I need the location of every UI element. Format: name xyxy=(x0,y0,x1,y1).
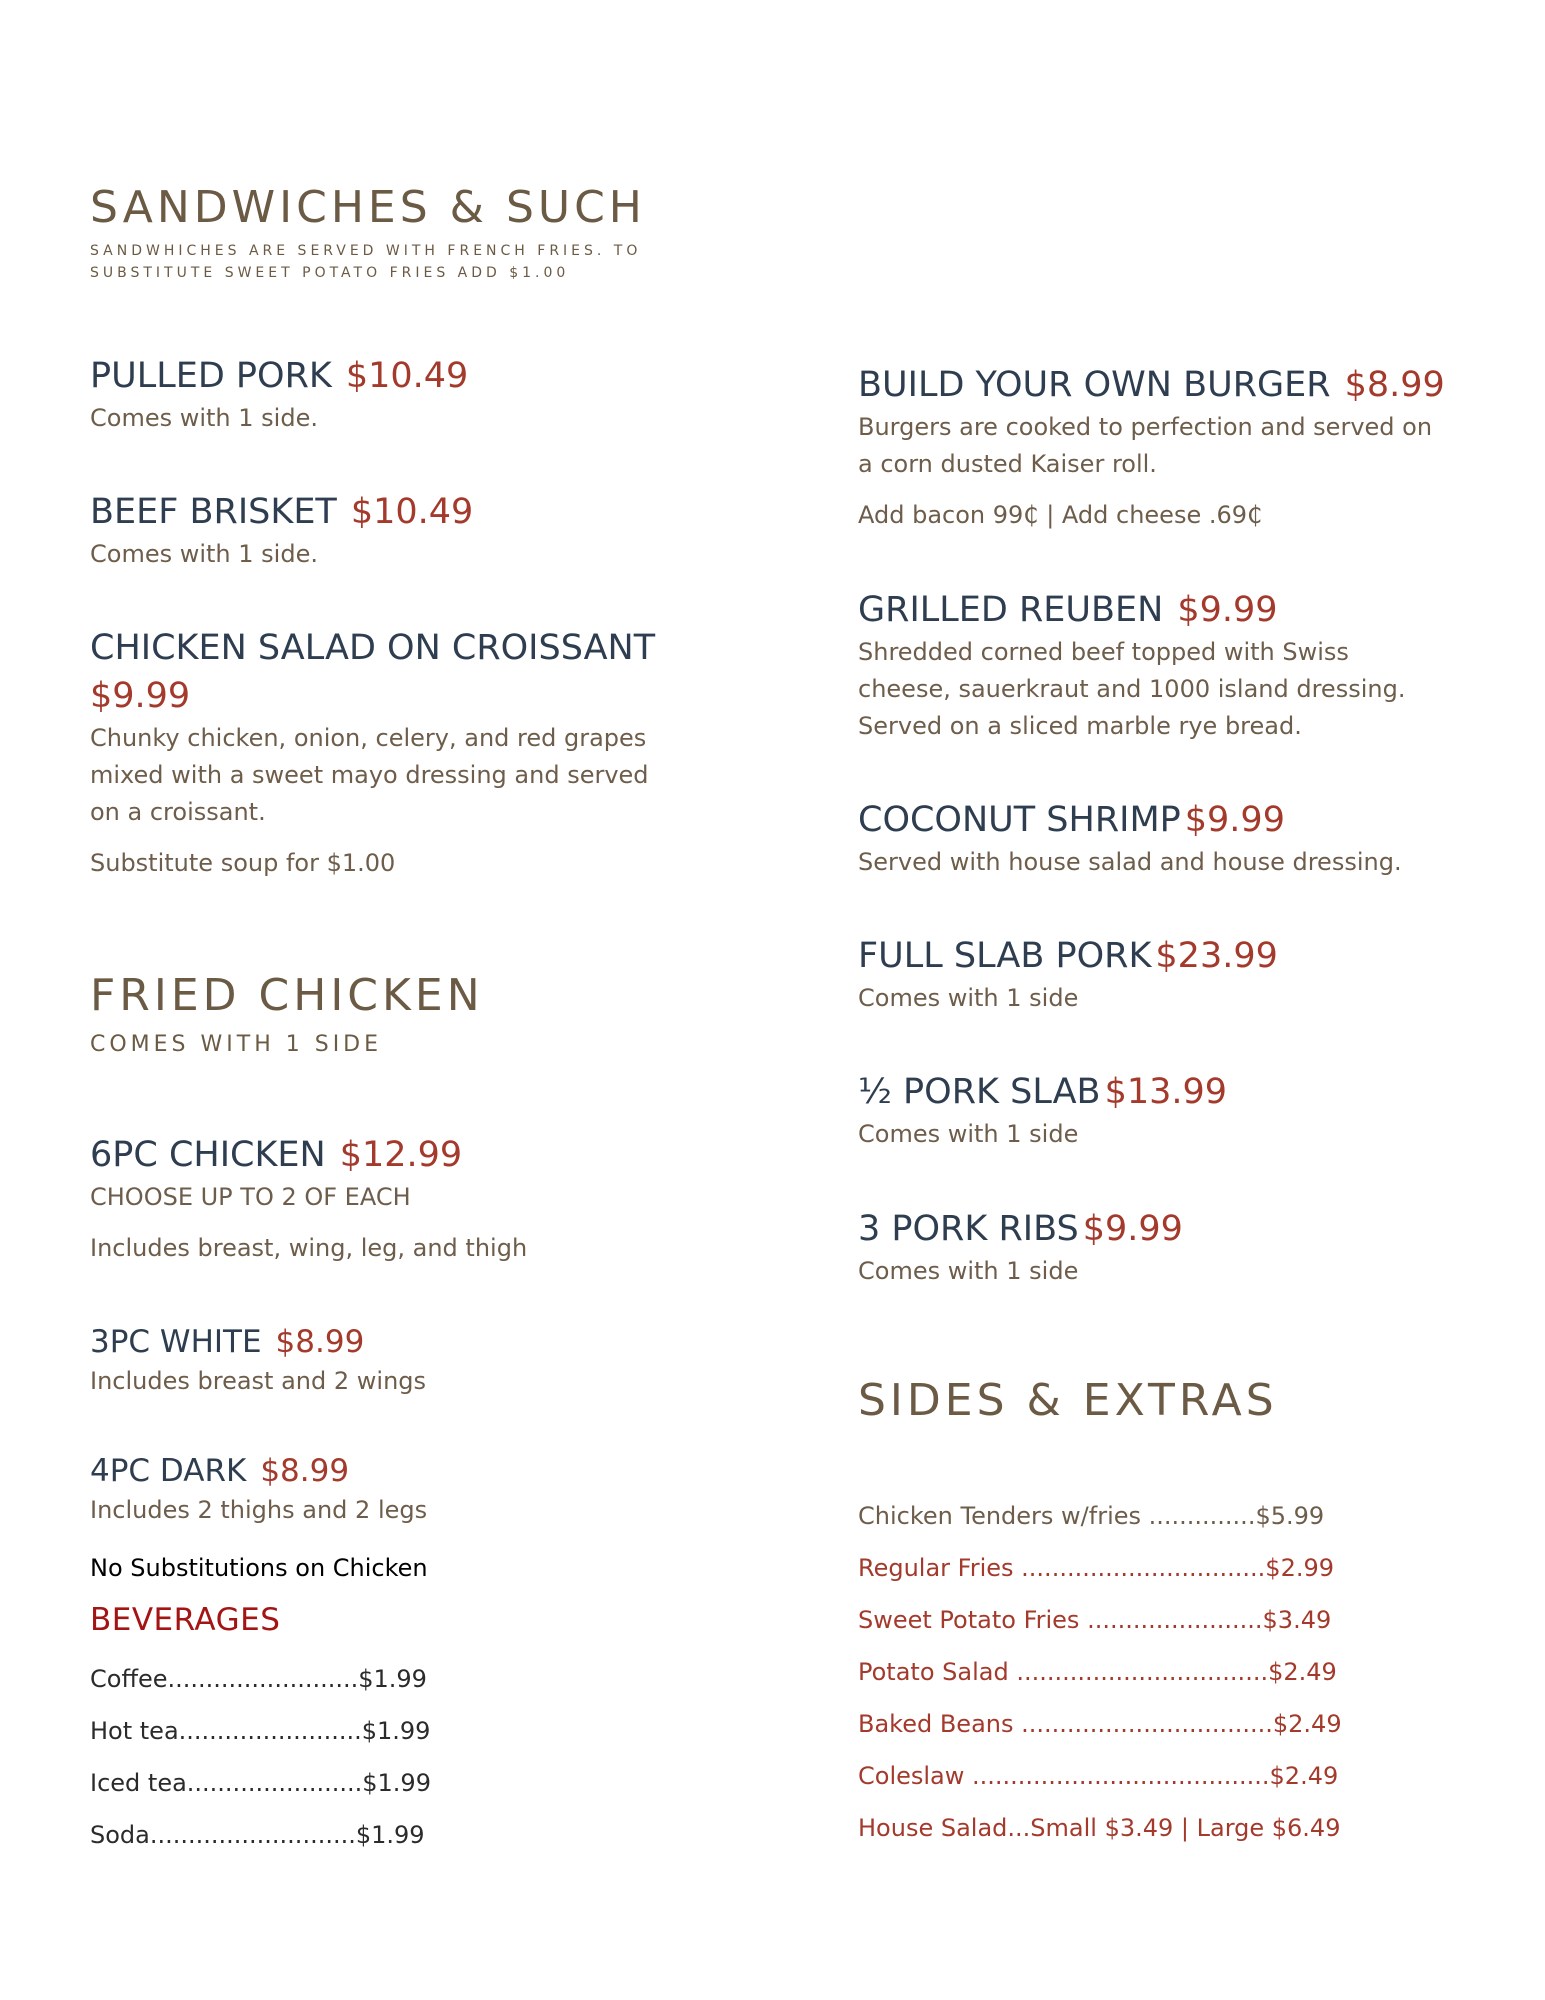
item-name: BUILD YOUR OWN BURGER $8.99 xyxy=(858,365,1445,405)
side-row: Sweet Potato Fries .......................$3.49 xyxy=(858,1606,1332,1634)
item-price: $9.99 xyxy=(1177,590,1278,630)
item-price: $9.99 xyxy=(1082,1209,1183,1249)
section-title-fried-chicken: FRIED CHICKEN xyxy=(90,970,484,1021)
menu-item-beef-brisket xyxy=(90,488,473,573)
item-name: 3 PORK RIBS $9.99 xyxy=(858,1209,1183,1249)
item-price: $23.99 xyxy=(1155,936,1278,976)
section-title-sandwiches: SANDWICHES & SUCH xyxy=(90,182,646,233)
item-name: COCONUT SHRIMP $9.99 xyxy=(858,800,1285,840)
item-name: 4PC DARK $8.99 xyxy=(90,1453,350,1489)
section-subtitle-sandwiches xyxy=(90,240,641,284)
beverage-row: Coffee.........................$1.99 xyxy=(90,1665,427,1693)
item-description: Chunky chicken, onion, celery, and red grapes mixed with a sweet mayo dressing and served on a croissant. xyxy=(90,724,649,826)
item-name: 3PC WHITE $8.99 xyxy=(90,1324,365,1360)
side-row: Chicken Tenders w/fries ..............$5.99 xyxy=(858,1502,1325,1530)
item-price: $13.99 xyxy=(1104,1072,1228,1112)
menu-item-grilled-reuben xyxy=(858,586,1405,745)
item-description: Shredded corned beef topped with Swiss cheese, sauerkraut and 1000 island dressing. Served on a sliced marble rye bread. xyxy=(858,638,1406,740)
item-name: BEEF BRISKET $10.49 xyxy=(90,492,474,532)
item-price: $8.99 xyxy=(1344,365,1445,405)
item-price: $9.99 xyxy=(1184,800,1285,840)
item-description: CHOOSE UP TO 2 OF EACH xyxy=(90,1183,411,1211)
section-subtitle-fried-chicken: COMES WITH 1 SIDE xyxy=(90,1032,383,1057)
item-name: ½ PORK SLAB $13.99 xyxy=(858,1072,1228,1112)
menu-item-6pc-chicken xyxy=(90,1131,527,1267)
item-description: Comes with 1 side. xyxy=(90,404,318,432)
item-note: Includes breast, wing, leg, and thigh xyxy=(90,1234,528,1262)
item-description: Comes with 1 side xyxy=(858,1120,1079,1148)
item-description: Includes breast and 2 wings xyxy=(90,1367,427,1395)
item-price: $9.99 xyxy=(90,676,191,716)
item-name: 6PC CHICKEN $12.99 xyxy=(90,1135,463,1175)
item-description: Comes with 1 side xyxy=(858,984,1079,1012)
item-description: Comes with 1 side. xyxy=(90,540,318,568)
item-price: $10.49 xyxy=(350,492,474,532)
item-price: $12.99 xyxy=(339,1135,463,1175)
beverage-row: Soda...........................$1.99 xyxy=(90,1821,425,1849)
no-substitutions-note: No Substitutions on Chicken xyxy=(90,1554,428,1582)
subtitle-line: SANDWHICHES ARE SERVED WITH FRENCH FRIES. TO xyxy=(90,243,642,259)
menu-item-full-slab-pork xyxy=(858,932,1278,1017)
side-row: Coleslaw .......................................$2.49 xyxy=(858,1762,1339,1790)
side-row: Regular Fries ................................$2.99 xyxy=(858,1554,1335,1582)
section-title-beverages: BEVERAGES xyxy=(90,1602,281,1638)
menu-item-pulled-pork xyxy=(90,352,468,437)
menu-item-coconut-shrimp xyxy=(858,796,1402,881)
menu-item-build-your-own-burger xyxy=(858,361,1445,534)
item-name: PULLED PORK $10.49 xyxy=(90,356,469,396)
item-note: Add bacon 99₵ | Add cheese .69₵ xyxy=(858,501,1263,529)
item-description: Served with house salad and house dressing. xyxy=(858,848,1402,876)
item-price: $8.99 xyxy=(260,1453,350,1489)
side-row: Potato Salad .................................$2.49 xyxy=(858,1658,1337,1686)
menu-item-half-pork-slab xyxy=(858,1068,1227,1153)
item-price: $10.49 xyxy=(345,356,469,396)
menu-item-4pc-dark xyxy=(90,1450,427,1529)
item-description: Burgers are cooked to perfection and served on a corn dusted Kaiser roll. xyxy=(858,413,1433,478)
item-price: $8.99 xyxy=(275,1324,365,1360)
side-row: Baked Beans .................................$2.49 xyxy=(858,1710,1342,1738)
item-description: Comes with 1 side xyxy=(858,1257,1079,1285)
subtitle-line: SUBSTITUTE SWEET POTATO FRIES ADD $1.00 xyxy=(90,265,570,281)
item-description: Includes 2 thighs and 2 legs xyxy=(90,1496,428,1524)
side-row: House Salad...Small $3.49 | Large $6.49 xyxy=(858,1814,1341,1842)
item-name: GRILLED REUBEN $9.99 xyxy=(858,590,1278,630)
item-name: FULL SLAB PORK $23.99 xyxy=(858,936,1278,976)
beverage-row: Iced tea.......................$1.99 xyxy=(90,1769,431,1797)
section-title-sides: SIDES & EXTRAS xyxy=(858,1375,1278,1426)
menu-item-3pc-white xyxy=(90,1321,426,1400)
beverage-row: Hot tea........................$1.99 xyxy=(90,1717,431,1745)
item-note: Substitute soup for $1.00 xyxy=(90,849,396,877)
menu-item-chicken-salad xyxy=(90,624,655,882)
menu-item-3-pork-ribs xyxy=(858,1205,1183,1290)
item-name: CHICKEN SALAD ON CROISSANT xyxy=(90,628,656,668)
